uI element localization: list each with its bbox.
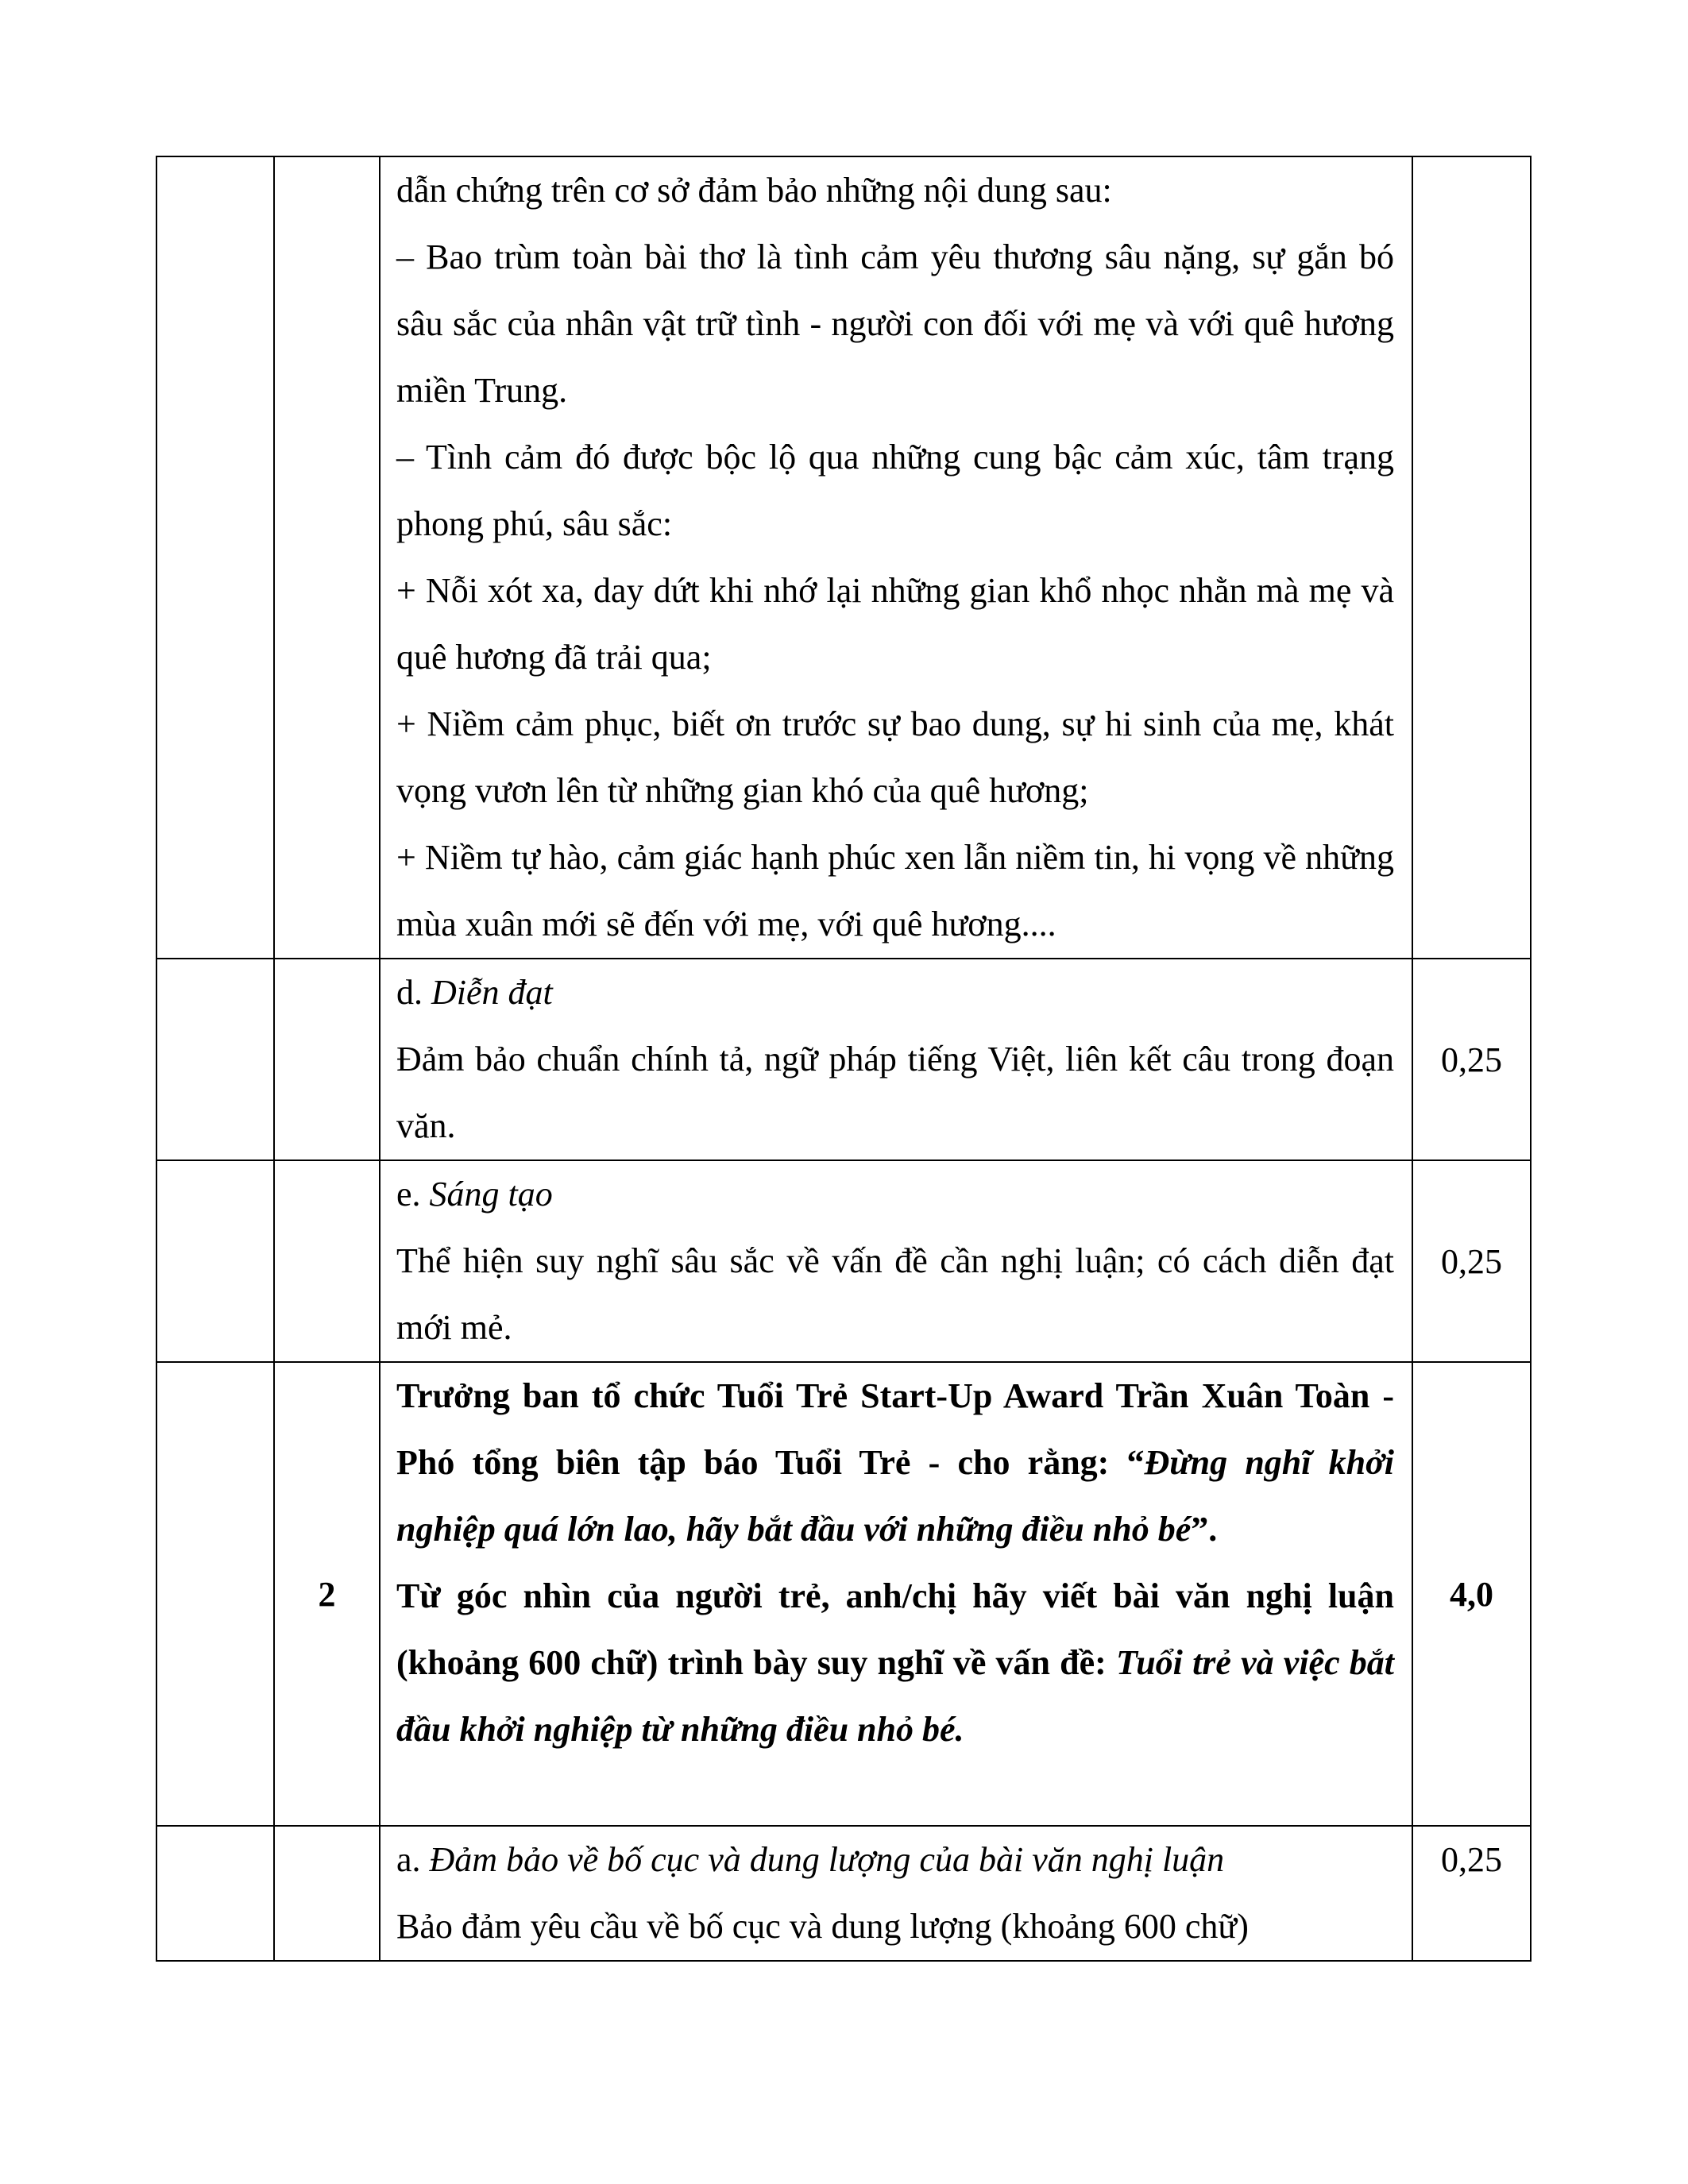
criterion-title: Diễn đạt (431, 973, 553, 1012)
content-line: + Niềm tự hào, cảm giác hạnh phúc xen lẫn niềm tin, hi vọng về những mùa xuân mới sẽ đến với mẹ, với quê hương.... (396, 838, 1394, 943)
sub-question-cell (274, 156, 380, 959)
prompt-quote-end: ”. (1191, 1510, 1218, 1549)
score-cell: 0,25 (1412, 1826, 1531, 1961)
criterion-prefix: a. (396, 1840, 430, 1879)
sub-question-cell (274, 1160, 380, 1362)
criterion-heading (396, 959, 1394, 1026)
score-cell (1412, 156, 1531, 959)
score-cell: 0,25 (1412, 959, 1531, 1160)
question-cell (156, 959, 274, 1160)
question-task (396, 1563, 1394, 1763)
score-cell: 4,0 (1412, 1362, 1531, 1826)
content-line: + Nỗi xót xa, day dứt khi nhớ lại những gian khổ nhọc nhằn mà mẹ và quê hương đã trải qua; (396, 571, 1394, 677)
task-text: Từ góc nhìn của người trẻ, anh/chị hãy viết bài văn nghị luận (khoảng 600 chữ) trình bày suy nghĩ về vấn đề: (396, 1576, 1394, 1682)
content-cell (380, 1160, 1412, 1362)
task-topic: Tuổi trẻ và việc bắt đầu khởi nghiệp từ những điều nhỏ bé. (396, 1643, 1394, 1749)
content-cell (380, 1826, 1412, 1961)
prompt-quote: Đừng nghĩ khởi nghiệp quá lớn lao, hãy bắt đầu với những điều nhỏ bé (396, 1443, 1394, 1549)
table-row (156, 1826, 1531, 1961)
sub-question-cell (274, 959, 380, 1160)
sub-question-cell (274, 1826, 380, 1961)
content-cell (380, 959, 1412, 1160)
criterion-title: Đảm bảo về bố cục và dung lượng của bài văn nghị luận (429, 1840, 1225, 1879)
score-cell: 0,25 (1412, 1160, 1531, 1362)
table-row (156, 959, 1531, 1160)
criterion-heading (396, 1827, 1394, 1893)
criterion-body: Bảo đảm yêu cầu về bố cục và dung lượng (khoảng 600 chữ) (396, 1907, 1249, 1946)
criterion-prefix: e. (396, 1175, 430, 1214)
criterion-title: Sáng tạo (429, 1175, 553, 1214)
criterion-body: Thể hiện suy nghĩ sâu sắc về vấn đề cần nghị luận; có cách diễn đạt mới mẻ. (396, 1241, 1394, 1347)
content-line: + Niềm cảm phục, biết ơn trước sự bao dung, sự hi sinh của mẹ, khát vọng vươn lên từ những gian khó của quê hương; (396, 704, 1394, 810)
question-cell (156, 156, 274, 959)
question-number: 2 (274, 1362, 380, 1826)
table-row (156, 1160, 1531, 1362)
grading-table (156, 156, 1532, 1962)
content-line: dẫn chứng trên cơ sở đảm bảo những nội dung sau: (396, 171, 1112, 210)
question-cell (156, 1362, 274, 1826)
question-prompt (396, 1363, 1394, 1563)
question-cell (156, 1160, 274, 1362)
prompt-intro: Trưởng ban tổ chức Tuổi Trẻ Start-Up Award Trần Xuân Toàn - Phó tổng biên tập báo Tuổi Trẻ - cho rằng: “ (396, 1376, 1394, 1482)
criterion-prefix: d. (396, 973, 431, 1012)
content-cell (380, 1362, 1412, 1826)
criterion-heading (396, 1161, 1394, 1228)
content-line: – Bao trùm toàn bài thơ là tình cảm yêu thương sâu nặng, sự gắn bó sâu sắc của nhân vật trữ tình - người con đối với mẹ và với quê hương miền Trung. (396, 237, 1394, 410)
question-cell (156, 1826, 274, 1961)
content-line: – Tình cảm đó được bộc lộ qua những cung bậc cảm xúc, tâm trạng phong phú, sâu sắc: (396, 438, 1394, 543)
content-cell (380, 156, 1412, 959)
table-row (156, 1362, 1531, 1826)
table-row (156, 156, 1531, 959)
criterion-body: Đảm bảo chuẩn chính tả, ngữ pháp tiếng Việt, liên kết câu trong đoạn văn. (396, 1040, 1394, 1145)
